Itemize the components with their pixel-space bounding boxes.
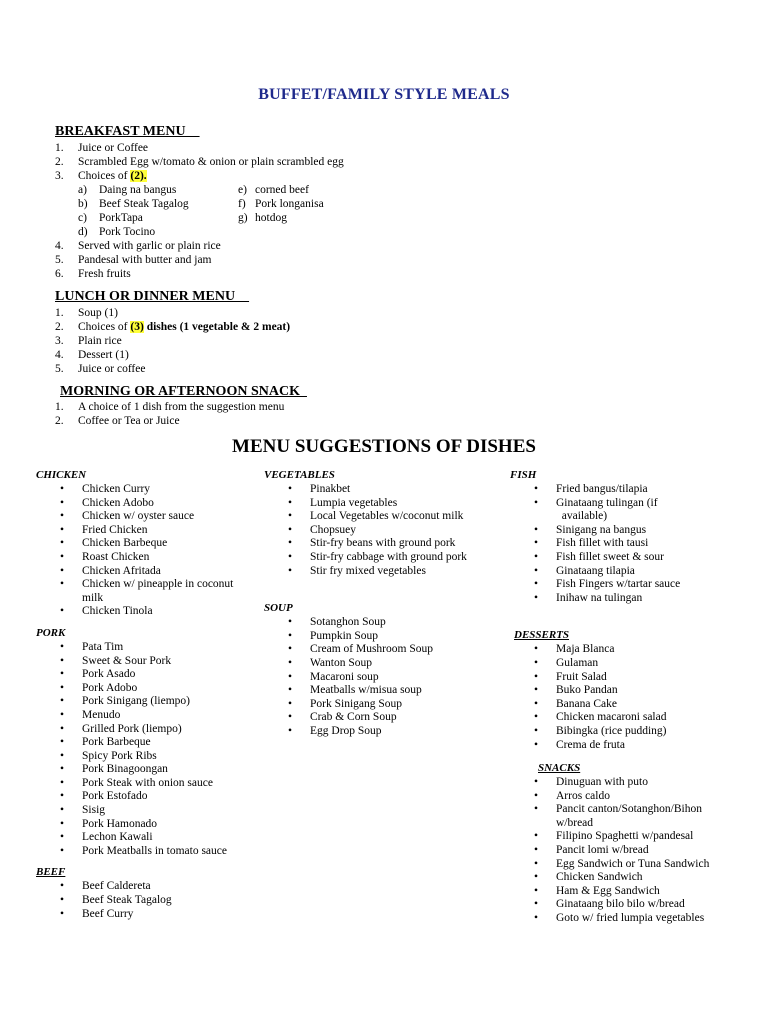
list-item: • Sinigang na bangus — [510, 524, 760, 538]
list-item: 4. Dessert (1) — [55, 349, 129, 361]
soup-list — [264, 616, 504, 738]
column-right — [510, 469, 760, 926]
list-item: • Pinakbet — [264, 483, 504, 497]
list-item: • Gulaman — [510, 657, 760, 671]
list-item: • Pork Asado — [36, 668, 256, 682]
list-item: 1. A choice of 1 dish from the suggestion menu — [55, 401, 285, 413]
list-item: • Crab & Corn Soup — [264, 711, 504, 725]
list-item: • Buko Pandan — [510, 684, 760, 698]
list-item: • Pork Steak with onion sauce — [36, 777, 256, 791]
list-item: 4. Served with garlic or plain rice — [55, 240, 221, 252]
list-item: • Fish Fingers w/tartar sauce — [510, 578, 760, 592]
list-item: • Sweet & Sour Pork — [36, 655, 256, 669]
list-item: • Chicken macaroni salad — [510, 711, 760, 725]
list-item: • Chicken w/ oyster sauce — [36, 510, 256, 524]
list-item: • Chicken w/ pineapple in coconut milk — [36, 578, 256, 605]
column-middle — [264, 469, 504, 739]
category-fish: FISH — [510, 469, 537, 481]
list-item: • Fried bangus/tilapia — [510, 483, 760, 497]
snack-heading: MORNING OR AFTERNOON SNACK — [60, 384, 307, 399]
list-item: • Chicken Tinola — [36, 605, 256, 619]
list-item: • Beef Curry — [36, 908, 256, 922]
list-item: • Ham & Egg Sandwich — [510, 885, 760, 899]
list-item: 1. Soup (1) — [55, 307, 118, 319]
list-item: • Pata Tim — [36, 641, 256, 655]
list-item: • Chicken Sandwich — [510, 871, 760, 885]
list-item: • Crema de fruta — [510, 739, 760, 753]
list-item: • Lumpia vegetables — [264, 497, 504, 511]
list-item: • Egg Sandwich or Tuna Sandwich — [510, 858, 760, 872]
list-item: • Pork Barbeque — [36, 736, 256, 750]
list-item: • Meatballs w/misua soup — [264, 684, 504, 698]
category-vegetables: VEGETABLES — [264, 469, 335, 481]
list-item: • Pork Binagoongan — [36, 763, 256, 777]
list-item: • Chicken Curry — [36, 483, 256, 497]
column-left — [36, 469, 256, 921]
category-pork: PORK — [36, 626, 66, 639]
list-item: • Local Vegetables w/coconut milk — [264, 510, 504, 524]
list-item: • Goto w/ fried lumpia vegetables — [510, 912, 760, 926]
list-item: • Menudo — [36, 709, 256, 723]
list-item: • Roast Chicken — [36, 551, 256, 565]
highlight: (2). — [130, 170, 147, 182]
list-item: • Bibingka (rice pudding) — [510, 725, 760, 739]
list-item: • Grilled Pork (liempo) — [36, 723, 256, 737]
list-item: • Pancit lomi w/bread — [510, 844, 760, 858]
highlight: (3) — [130, 321, 144, 333]
list-item: 1. Juice or Coffee — [55, 142, 149, 154]
list-item: • Beef Steak Tagalog — [36, 894, 256, 908]
category-desserts: DESSERTS — [514, 629, 570, 642]
breakfast-list — [55, 141, 344, 183]
list-item: • Dinuguan with puto — [510, 776, 760, 790]
list-item: • Pork Estofado — [36, 790, 256, 804]
list-item: • Pumpkin Soup — [264, 630, 504, 644]
list-item: • Chicken Adobo — [36, 497, 256, 511]
list-item: • Cream of Mushroom Soup — [264, 643, 504, 657]
list-item: • Chicken Afritada — [36, 565, 256, 579]
list-item: • Ginataang tulingan (if available) — [510, 497, 760, 524]
list-item: • Filipino Spaghetti w/pandesal — [510, 830, 760, 844]
list-item: • Fish fillet sweet & sour — [510, 551, 760, 565]
list-item: 2. Coffee or Tea or Juice — [55, 415, 180, 427]
category-soup: SOUP — [264, 602, 293, 615]
list-item: • Maja Blanca — [510, 643, 760, 657]
list-item: • Sotanghon Soup — [264, 616, 504, 630]
fish-list — [510, 483, 760, 605]
list-item: • Fried Chicken — [36, 524, 256, 538]
list-item: • Sisig — [36, 804, 256, 818]
list-item: • Spicy Pork Ribs — [36, 750, 256, 764]
document-page: BUFFET/FAMILY STYLE MEALS BREAKFAST MENU 1. Juice or Coffee 2. Scrambled Egg w/tomato & onion or plain scrambled egg 3. Choices of (2). a) Daing na bangus e) corned beef b) Beef Steak Tagalog f) Pork longanisa c) PorkTapa g) hotdog d) Pork Tocino 4. Served with garlic or plain rice 5. Pandesal with butter and jam 6. Fresh fruits LUNCH OR DINNER MENU 1. Soup (1) 2. Choices of (3) dishes (1 vegetable & 2 meat) 3. Plain rice 4. Dessert (1) 5. Juice or coffee MORNING OR AFTERNOON SNACK 1. A choice of 1 dish from the suggestion menu 2. Coffee or Tea or Juice MENU SUGGESTIONS OF DISHES CHICKEN • Chicken Curry • Chicken Adobo • Chicken w/ oyster sauce • Fried Chicken • Chicken Barbeque • Roast Chicken • Chicken Afritada • Chicken w/ pineapple in coconut milk • Chicken Tinola PORK • Pata Tim • Sweet & Sour Pork • Pork Asado • Pork Adobo • Pork Sinigang (liempo) • Menudo • Grilled Pork (liempo) • Pork Barbeque • Spicy Pork Ribs • Pork Binagoongan • Pork Steak with onion sauce • Pork Estofado • Sisig • Pork Hamonado • Lechon Kawali • Pork Meatballs in tomato sauce BEEF • Beef Caldereta • Beef Steak Tagalog • Beef Curry VEGETABLES • Pinakbet • Lumpia vegetables • Local Vegetables w/coconut milk • Chopsuey • Stir-fry beans with ground pork • Stir-fry cabbage with ground pork • Stir fry mixed vegetables SOUP • Sotanghon Soup • Pumpkin Soup • Cream of Mushroom Soup • Wanton Soup • Macaroni soup • Meatballs w/misua soup • Pork Sinigang Soup • Crab & Corn Soup • Egg Drop Soup FISH • Fried bangus/tilapia • Ginataang tulingan (if available) • Sinigang na bangus • Fish fillet with tausi • Fish fillet sweet & sour • Ginataang tilapia • Fish Fingers w/tartar sauce • Inihaw na tulingan DESSERTS • Maja Blanca • Gulaman • Fruit Salad • Buko Pandan • Banana Cake • Chicken macaroni salad • Bibingka (rice pudding) • Crema de fruta SNACKS • Dinuguan with puto • Arros caldo • Pancit canton/Sotanghon/Bihon w/bread • Filipino Spaghetti w/pandesal • Pancit lomi w/bread • Egg Sandwich or Tuna Sandwich • Chicken Sandwich • Ham & Egg Sandwich • Ginataang bilo bilo w/bread • Goto w/ fried lumpia vegetables — [0, 0, 768, 1024]
list-item: • Pork Sinigang Soup — [264, 698, 504, 712]
breakfast-list-cont — [55, 239, 221, 281]
chicken-list — [36, 483, 256, 619]
desserts-list — [510, 643, 760, 752]
list-item: • Wanton Soup — [264, 657, 504, 671]
list-item: 5. Juice or coffee — [55, 363, 146, 375]
list-item: • Egg Drop Soup — [264, 725, 504, 739]
list-item: • Ginataang tilapia — [510, 565, 760, 579]
beef-list — [36, 880, 256, 921]
list-item: • Chopsuey — [264, 524, 504, 538]
page-title: BUFFET/FAMILY STYLE MEALS — [258, 86, 510, 103]
list-item: 3. Choices of (2). — [55, 170, 147, 182]
breakfast-heading: BREAKFAST MENU — [55, 124, 200, 139]
list-item: • Fish fillet with tausi — [510, 537, 760, 551]
snacks-list — [510, 776, 760, 926]
list-item: 2. Choices of (3) dishes (1 vegetable & 2 meat) — [55, 321, 291, 333]
category-chicken: CHICKEN — [36, 469, 87, 481]
list-item: • Pork Sinigang (liempo) — [36, 695, 256, 709]
list-item: 5. Pandesal with butter and jam — [55, 254, 212, 266]
list-item: • Stir-fry cabbage with ground pork — [264, 551, 504, 565]
list-item: • Ginataang bilo bilo w/bread — [510, 898, 760, 912]
list-item: 6. Fresh fruits — [55, 268, 131, 280]
list-item: • Chicken Barbeque — [36, 537, 256, 551]
vegetables-list — [264, 483, 504, 578]
list-item: • Lechon Kawali — [36, 831, 256, 845]
category-beef: BEEF — [36, 866, 66, 879]
list-item: • Stir-fry beans with ground pork — [264, 537, 504, 551]
menu-suggestions-title: MENU SUGGESTIONS OF DISHES — [232, 436, 536, 457]
lunch-heading: LUNCH OR DINNER MENU — [55, 289, 250, 304]
list-item: • Banana Cake — [510, 698, 760, 712]
list-item: 2. Scrambled Egg w/tomato & onion or plain scrambled egg — [55, 156, 344, 168]
list-item: • Pork Adobo — [36, 682, 256, 696]
list-item: • Macaroni soup — [264, 671, 504, 685]
list-item: • Pancit canton/Sotanghon/Bihon w/bread — [510, 803, 760, 830]
list-item: • Pork Meatballs in tomato sauce — [36, 845, 256, 859]
list-item: • Stir fry mixed vegetables — [264, 565, 504, 579]
list-item: • Pork Hamonado — [36, 818, 256, 832]
pork-list — [36, 641, 256, 859]
list-item: • Inihaw na tulingan — [510, 592, 760, 606]
list-item: • Beef Caldereta — [36, 880, 256, 894]
snack-list — [55, 400, 284, 428]
lunch-list — [55, 306, 290, 376]
list-item: • Fruit Salad — [510, 671, 760, 685]
list-item: • Arros caldo — [510, 790, 760, 804]
category-snacks: SNACKS — [538, 762, 581, 775]
list-item: 3. Plain rice — [55, 335, 122, 347]
